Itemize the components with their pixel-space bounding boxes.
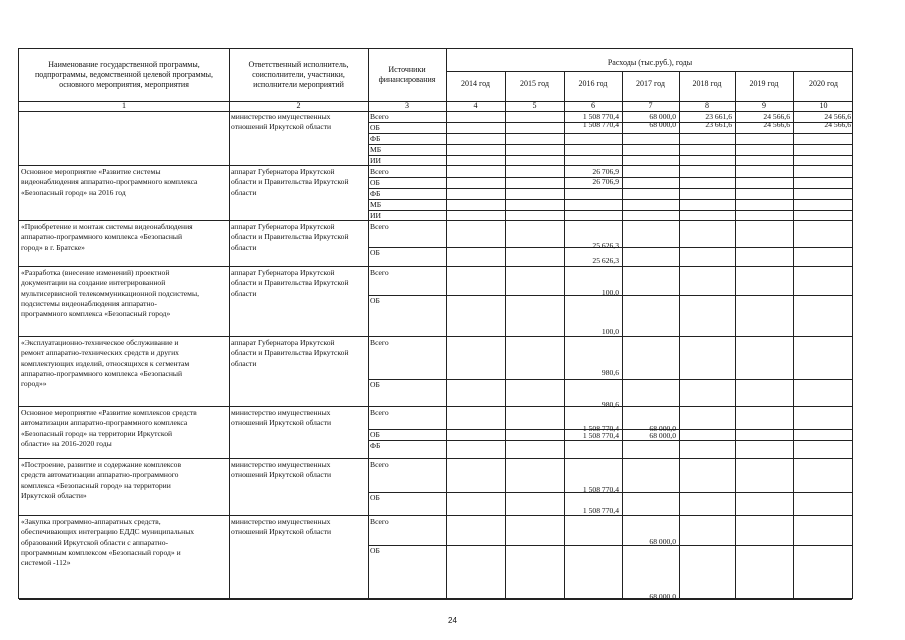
expense-value: 1 508 770,4 bbox=[582, 424, 619, 433]
table-row bbox=[19, 407, 852, 459]
funding-source: Всего bbox=[370, 167, 389, 176]
column-index: 3 bbox=[405, 101, 409, 110]
funding-source: ОБ bbox=[370, 296, 380, 305]
funding-source: Всего bbox=[370, 222, 389, 231]
expense-value: 24 566,6 bbox=[763, 120, 790, 129]
column-index: 8 bbox=[705, 101, 709, 110]
funding-source: Всего bbox=[370, 338, 389, 347]
column-index: 2 bbox=[296, 101, 301, 110]
expense-value: 1 508 770,4 bbox=[582, 112, 619, 121]
expense-value: 68 000,0 bbox=[649, 112, 676, 121]
expense-value: 980,6 bbox=[601, 368, 619, 377]
expense-value: 980,6 bbox=[601, 400, 619, 409]
header-year: 2019 год bbox=[749, 79, 779, 88]
activity-name: Основное мероприятие «Развитие комплексов средств автоматизации аппаратно-программного комплекса «Безопасный город» на территории Иркутской области» на 2016-2020 годы bbox=[21, 408, 197, 448]
header-sources: Источники финансирования bbox=[378, 65, 436, 84]
funding-source: ИИ bbox=[370, 211, 381, 220]
header-year: 2018 год bbox=[692, 79, 722, 88]
expense-value: 23 661,6 bbox=[705, 120, 732, 129]
table-row bbox=[19, 267, 852, 337]
funding-source: ФБ bbox=[370, 441, 381, 450]
expense-value: 68 000,0 bbox=[649, 424, 676, 433]
table-header bbox=[19, 49, 852, 102]
executor: аппарат Губернатора Иркутской области и Правительства Иркутской области bbox=[231, 338, 349, 368]
column-index: 5 bbox=[532, 101, 537, 110]
header-year: 2017 год bbox=[636, 79, 665, 88]
column-index: 6 bbox=[591, 101, 595, 110]
column-index: 4 bbox=[473, 101, 478, 110]
funding-source: ОБ bbox=[370, 123, 380, 132]
page-number: 24 bbox=[448, 616, 457, 625]
activity-name: «Закупка программно-аппаратных средств, обеспечивающих интеграцию ЕДДС муниципальных образований Иркутской области с аппаратно- программным комплексом «Безопасный город» и системой -112» bbox=[21, 517, 195, 568]
funding-source: ОБ bbox=[370, 178, 380, 187]
funding-source: ФБ bbox=[370, 134, 381, 143]
funding-source: Всего bbox=[370, 112, 389, 121]
column-index: 1 bbox=[122, 101, 126, 110]
funding-source: Всего bbox=[370, 517, 389, 526]
table-row bbox=[19, 516, 852, 600]
executor: министерство имущественных отношений Иркутской области bbox=[231, 112, 332, 132]
activity-name: «Разработка (внесение изменений) проектной документации на создание интегрированной мультисервисной телекоммуникационной подсистемы, подсистемы видеонаблюдения аппаратно- программного комплекса «Безопасный город» bbox=[21, 268, 199, 319]
expense-value: 25 626,3 bbox=[592, 241, 619, 250]
table-row bbox=[19, 166, 852, 221]
header-year: 2020 год bbox=[809, 79, 838, 88]
expense-value: 68 000,0 bbox=[649, 431, 676, 440]
expense-value: 1 508 770,4 bbox=[582, 431, 619, 440]
expense-value: 1 508 770,4 bbox=[582, 485, 619, 494]
table-row bbox=[19, 111, 852, 166]
expense-value: 24 566,6 bbox=[763, 112, 790, 121]
funding-source: Всего bbox=[370, 268, 389, 277]
expense-value: 26 706,9 bbox=[592, 177, 619, 186]
executor: министерство имущественных отношений Иркутской области bbox=[231, 460, 332, 480]
executor: аппарат Губернатора Иркутской области и Правительства Иркутской области bbox=[231, 222, 349, 252]
column-index: 10 bbox=[819, 101, 828, 110]
executor: аппарат Губернатора Иркутской области и Правительства Иркутской области bbox=[231, 167, 349, 197]
funding-source: Всего bbox=[370, 408, 389, 417]
executor: министерство имущественных отношений Иркутской области bbox=[231, 517, 332, 537]
expense-value: 24 566,6 bbox=[824, 112, 851, 121]
header-expenses: Расходы (тыс.руб.), годы bbox=[607, 58, 693, 67]
funding-source: МБ bbox=[370, 145, 382, 154]
expense-value: 1 508 770,4 bbox=[582, 506, 619, 515]
expense-value: 68 000,0 bbox=[649, 592, 676, 601]
table-row bbox=[19, 459, 852, 516]
funding-source: ОБ bbox=[370, 430, 380, 439]
expense-value: 1 508 770,4 bbox=[582, 120, 619, 129]
executor: министерство имущественных отношений Иркутской области bbox=[231, 408, 332, 428]
header-name: Наименование государственной программы, подпрограммы, ведомственной целевой программы, основного мероприятия, мероприятия bbox=[34, 60, 214, 89]
expense-value: 100,0 bbox=[601, 288, 619, 297]
table-row bbox=[19, 337, 852, 407]
activity-name: «Эксплуатационно-техническое обслуживание и ремонт аппаратно-технических средств и других комплектующих изделий, относящихся к сегментам аппаратно-программного комплекса «Безопасный город»» bbox=[21, 338, 190, 389]
funding-source: Всего bbox=[370, 460, 389, 469]
table-row bbox=[19, 221, 852, 267]
column-index: 7 bbox=[648, 101, 653, 110]
funding-source: ОБ bbox=[370, 546, 380, 555]
expense-value: 100,0 bbox=[601, 327, 619, 336]
expense-value: 68 000,0 bbox=[649, 537, 676, 546]
expenses-table bbox=[18, 48, 853, 599]
funding-source: МБ bbox=[370, 200, 382, 209]
activity-name: «Построение, развитие и содержание комплексов средств автоматизации аппаратно-программного комплекса «Безопасный город» на территории Иркутской области» bbox=[21, 460, 182, 500]
expense-value: 23 661,6 bbox=[705, 112, 732, 121]
funding-source: ФБ bbox=[370, 189, 381, 198]
funding-source: ИИ bbox=[370, 156, 381, 165]
header-year: 2015 год bbox=[520, 79, 549, 88]
expense-value: 24 566,6 bbox=[824, 120, 851, 129]
expense-value: 68 000,0 bbox=[649, 120, 676, 129]
header-executor: Ответственный исполнитель, соисполнители, участники, исполнители мероприятий bbox=[248, 60, 349, 89]
header-year: 2014 год bbox=[461, 79, 490, 88]
expense-value: 25 626,3 bbox=[592, 256, 619, 265]
funding-source: ОБ bbox=[370, 380, 380, 389]
activity-name: «Приобретение и монтаж системы видеонаблюдения аппаратно-программного комплекса «Безопасный город» в г. Братске» bbox=[21, 222, 193, 252]
executor: аппарат Губернатора Иркутской области и Правительства Иркутской области bbox=[231, 268, 349, 298]
column-index: 9 bbox=[762, 101, 766, 110]
header-year: 2016 год bbox=[578, 79, 608, 88]
activity-name: Основное мероприятие «Развитие системы видеонаблюдения аппаратно-программного комплекса «Безопасный город» на 2016 год bbox=[21, 167, 198, 197]
funding-source: ОБ bbox=[370, 493, 380, 502]
expense-value: 26 706,9 bbox=[592, 167, 619, 176]
funding-source: ОБ bbox=[370, 248, 380, 257]
